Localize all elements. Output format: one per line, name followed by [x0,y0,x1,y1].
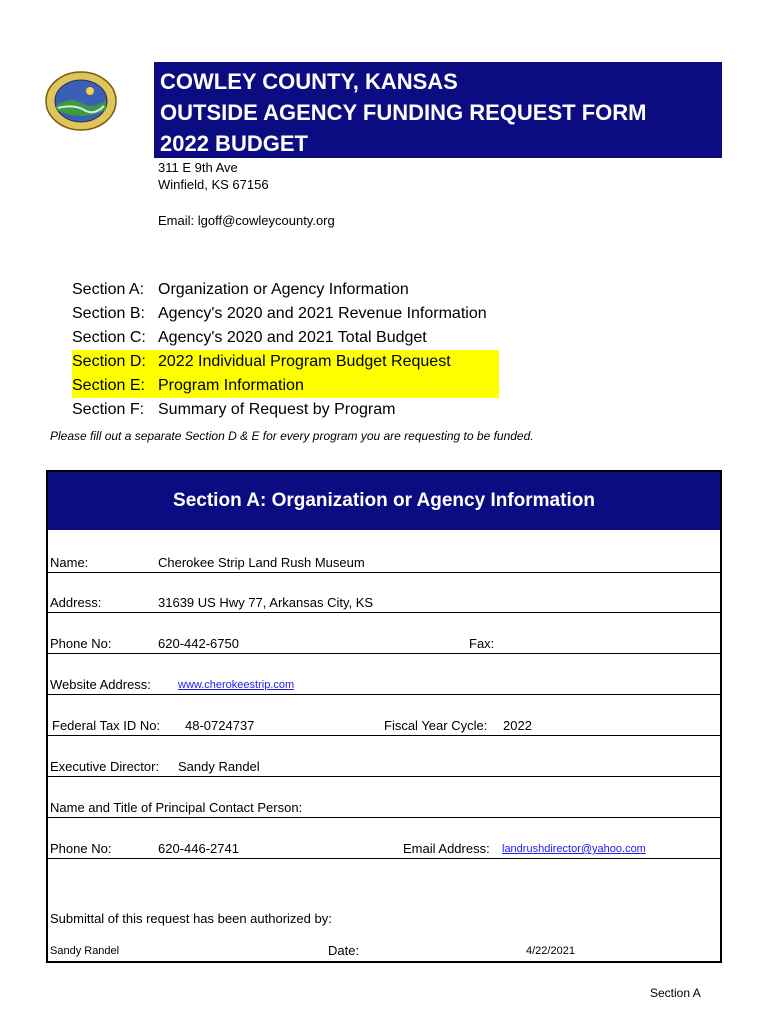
contact-phone-label: Phone No: [50,841,112,856]
divider [48,612,720,613]
executive-director-label: Executive Director: [50,759,160,774]
address-street: 311 E 9th Ave [158,160,238,175]
address-label: Address: [50,595,102,610]
form-heading: Section A: Organization or Agency Information [48,472,720,530]
instruction-note: Please fill out a separate Section D & E for every program you are requesting to be funded. [50,429,534,443]
section-list-item-d [72,350,499,374]
section-title: Summary of Request by Program [158,401,396,418]
section-title: Agency's 2020 and 2021 Revenue Information [158,305,487,322]
executive-director-value: Sandy Randel [178,759,260,774]
signer-name: Sandy Randel [50,945,120,957]
section-list-item-b [72,302,512,326]
section-list-item-e [72,374,499,398]
section-list-item-a [72,278,512,302]
website-label: Website Address: [50,677,151,692]
page-section-footer: Section A [650,986,701,1000]
fax-label: Fax: [469,636,495,651]
divider [48,694,720,695]
date-value: 4/22/2021 [526,945,575,957]
section-id: Section B: [72,305,145,322]
section-title: Organization or Agency Information [158,281,409,298]
section-list [72,278,512,422]
tax-id-value: 48-0724737 [185,718,255,733]
title-banner [154,62,722,158]
principal-contact-label: Name and Title of Principal Contact Person: [50,800,303,815]
phone-value: 620-442-6750 [158,636,239,651]
divider [48,572,720,573]
section-id: Section D: [72,353,146,370]
contact-email-link[interactable]: landrushdirector@yahoo.com [502,843,646,855]
section-title: Program Information [158,377,304,394]
divider [48,817,720,818]
section-id: Section A: [72,281,145,298]
divider [48,776,720,777]
divider [48,858,720,859]
website-link[interactable]: www.cherokeestrip.com [178,679,295,691]
address-value: 31639 US Hwy 77, Arkansas City, KS [158,595,374,610]
address-city: Winfield, KS 67156 [158,177,269,192]
contact-email: Email: lgoff@cowleycounty.org [158,213,335,228]
name-label: Name: [50,555,89,570]
section-list-item-c [72,326,512,350]
title-form: OUTSIDE AGENCY FUNDING REQUEST FORM [160,100,647,125]
title-county: COWLEY COUNTY, KANSAS [160,69,458,94]
fiscal-year-value: 2022 [503,718,532,733]
contact-phone-value: 620-446-2741 [158,841,239,856]
section-list-item-f [72,398,512,422]
tax-id-label: Federal Tax ID No: [52,718,161,733]
divider [48,653,720,654]
section-a-form [46,470,722,963]
section-id: Section C: [72,329,146,346]
section-id: Section E: [72,377,145,394]
fiscal-year-label: Fiscal Year Cycle: [384,718,488,733]
title-budget: 2022 BUDGET [160,131,308,156]
authorized-label: Submittal of this request has been authorized by: [50,911,332,926]
date-label: Date: [328,943,360,958]
county-seal-logo [44,70,118,132]
section-title: 2022 Individual Program Budget Request [158,353,451,370]
divider [48,735,720,736]
contact-email-label: Email Address: [403,841,490,856]
name-value: Cherokee Strip Land Rush Museum [158,555,365,570]
phone-label: Phone No: [50,636,112,651]
section-title: Agency's 2020 and 2021 Total Budget [158,329,427,346]
section-id: Section F: [72,401,145,418]
